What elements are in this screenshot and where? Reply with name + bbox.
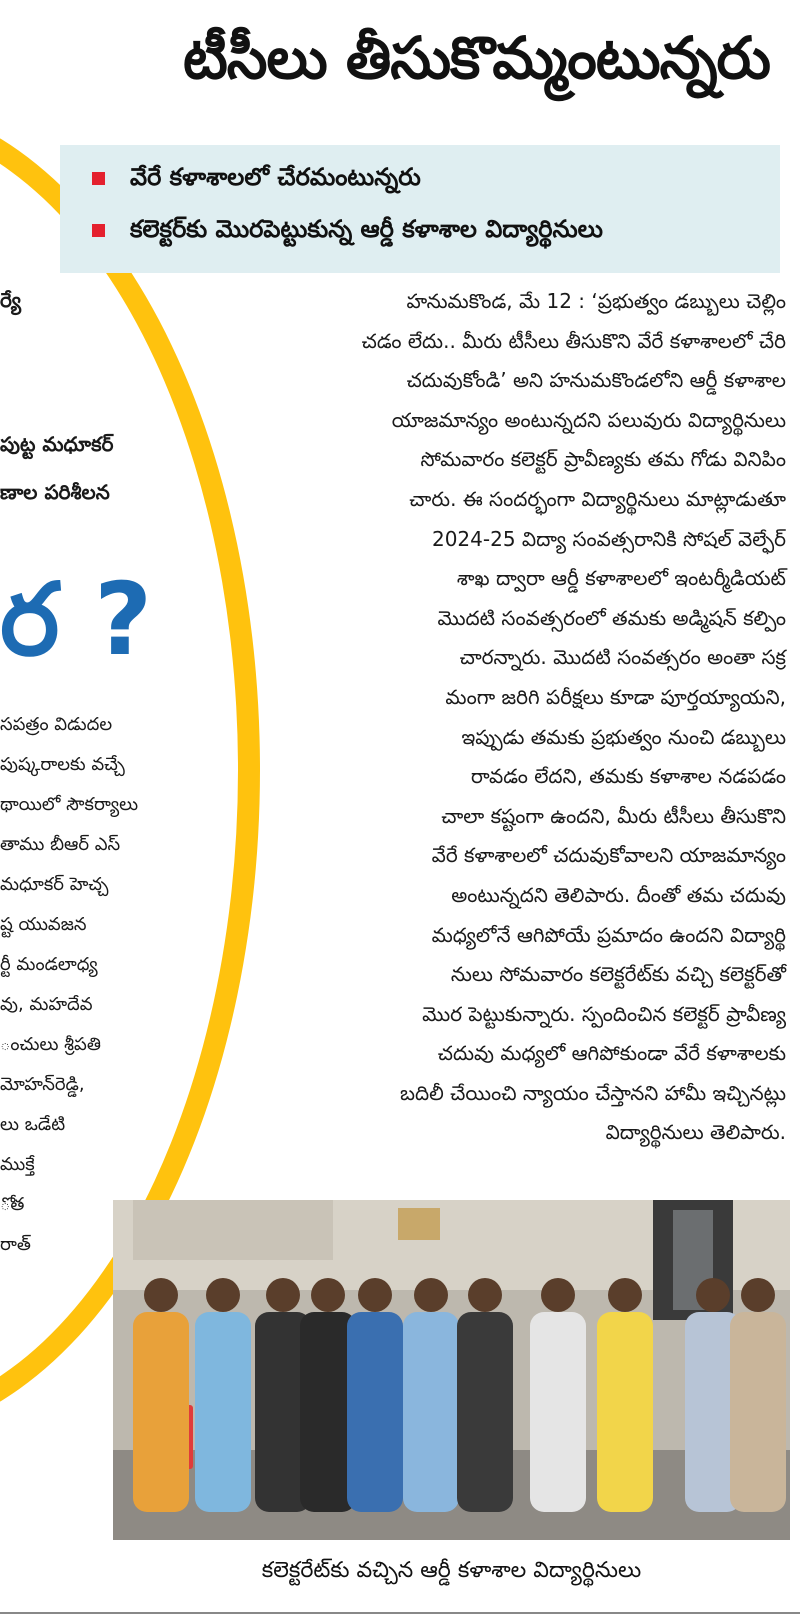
article-line: చారు. ఈ సందర్భంగా విద్యార్థినులు మాట్లాడుతూ [409, 486, 786, 511]
left-fragment: ోత [0, 1194, 25, 1215]
left-fragment: మధూకర్ హెచ్చ [0, 874, 109, 895]
left-fragment: తాము బీఆర్ ఎస్ [0, 834, 121, 855]
person-head [741, 1278, 775, 1312]
person-head [206, 1278, 240, 1312]
students-photo-illustration [113, 1200, 790, 1540]
person-body [597, 1312, 653, 1512]
left-fragment: మోహన్‌రెడ్డి, [0, 1074, 85, 1095]
headline: టీసీలు తీసుకొమ్మంటున్నరు [183, 24, 770, 92]
article-line: మొదటి సంవత్సరంలో తమకు అడ్మిషన్ కల్పిం [437, 605, 786, 630]
person-body [457, 1312, 513, 1512]
person-head [266, 1278, 300, 1312]
article-line: సోమవారం కలెక్టర్ ప్రావీణ్యకు తమ గోడు వినిపిం [420, 447, 786, 472]
article-line: రావడం లేదని, తమకు కళాశాల నడపడం [470, 764, 786, 789]
left-fragment: థాయిలో సౌకర్యాలు [0, 794, 139, 815]
left-fragment: సపత్రం విడుదల [0, 714, 113, 735]
article-line: విద్యార్థినులు తెలిపారు. [605, 1120, 786, 1145]
person-body [403, 1312, 459, 1512]
person-head [414, 1278, 448, 1312]
left-fragment: వు, మహదేవ [0, 994, 93, 1015]
person-head [144, 1278, 178, 1312]
left-fragment: ముక్తే [0, 1154, 35, 1175]
person-head [696, 1278, 730, 1312]
article-line: అంటున్నదని తెలిపారు. దీంతో తమ చదువు [451, 882, 786, 907]
article-line: నులు సోమవారం కలెక్టరేట్‌కు వచ్చి కలెక్టర్‌తో [450, 962, 786, 987]
article-line: 2024-25 విద్యా సంవత్సరానికి సోషల్ వెల్ఫేర్ [431, 526, 786, 551]
article-line: శాఖ ద్వారా ఆర్డీ కళాశాలలో ఇంటర్మీడియట్ [456, 566, 786, 591]
article-line: చడం లేదు.. మీరు టీసీలు తీసుకొని వేరే కళాశాలలో చేరి [361, 328, 786, 353]
article-line: చదువు మధ్యలో ఆగిపోకుండా వేరే కళాశాలకు [437, 1041, 786, 1066]
person-head [608, 1278, 642, 1312]
news-photo [113, 1200, 790, 1540]
left-fragment: ంచులు శ్రీపతి [0, 1034, 101, 1055]
person-head [541, 1278, 575, 1312]
article-line: హనుమకొండ, మే 12 : ‘ప్రభుత్వం డబ్బులు చెల్లిం [406, 289, 786, 313]
bullet-square-icon [92, 172, 105, 185]
person-body [195, 1312, 251, 1512]
person-body [133, 1312, 189, 1512]
article-line: ఇప్పుడు తమకు ప్రభుత్వం నుంచి డబ్బులు [461, 724, 786, 749]
article-line: వేరే కళాశాలలో చదువుకోవాలని యాజమాన్యం [431, 843, 786, 868]
article-line: యాజమాన్యం అంటున్నదని పలువురు విద్యార్థినులు [391, 407, 786, 432]
deck-item [130, 163, 421, 197]
article-line: మొర పెట్టుకున్నారు. స్పందించిన కలెక్టర్ ప్రావీణ్య [422, 1001, 786, 1026]
article-line: మంగా జరిగి పరీక్షలు కూడా పూర్తయ్యాయని, [445, 684, 786, 709]
article-line: మధ్యలోనే ఆగిపోయే ప్రమాదం ఉందని విద్యార్థి [431, 922, 786, 947]
left-fragment: ర్టీ మండలాధ్య [0, 954, 98, 975]
left-fragment: పుట్ట మధూకర్ [0, 432, 114, 456]
left-fragment: లు ఒడేటి [0, 1114, 66, 1135]
article-line: చాలా కష్టంగా ఉందని, మీరు టీసీలు తీసుకొని [441, 803, 786, 828]
deck-item-text: వేరే కళాశాలలో చేరమంటున్నరు [130, 163, 421, 191]
article-line: బదిలీ చేయించి న్యాయం చేస్తానని హామీ ఇచ్చినట్లు [400, 1080, 786, 1105]
left-fragment: ణాల పరిశీలన [0, 480, 110, 504]
left-question-heading: ర ? [0, 561, 153, 678]
left-fragment: పుష్కరాలకు వచ్చే [0, 754, 125, 775]
deck-item [130, 215, 603, 249]
left-fragment: రాత్ [0, 1234, 31, 1255]
deck-box [60, 145, 780, 273]
person-head [358, 1278, 392, 1312]
left-fragment: ర్యే [0, 288, 22, 312]
article-line: చారన్నారు. మొదటి సంవత్సరం అంతా సక్ర [459, 645, 786, 670]
person-body [347, 1312, 403, 1512]
deck-item-text: కలెక్టర్‌కు మొరపెట్టుకున్న ఆర్డీ కళాశాల విద్యార్థినులు [130, 215, 603, 243]
person-body [530, 1312, 586, 1512]
person-body [730, 1312, 786, 1512]
article-line: చదువుకోండి’ అని హనుమకొండలోని ఆర్డీ కళాశాల [406, 368, 786, 393]
bullet-square-icon [92, 224, 105, 237]
person-head [311, 1278, 345, 1312]
article-body [226, 282, 786, 1153]
bottom-divider [0, 1612, 800, 1614]
person-head [468, 1278, 502, 1312]
left-fragment: ష్ట యువజన [0, 914, 87, 935]
photo-caption: కలెక్టరేట్‌కు వచ్చిన ఆర్డీ కళాశాల విద్యార్థినులు [261, 1558, 642, 1583]
